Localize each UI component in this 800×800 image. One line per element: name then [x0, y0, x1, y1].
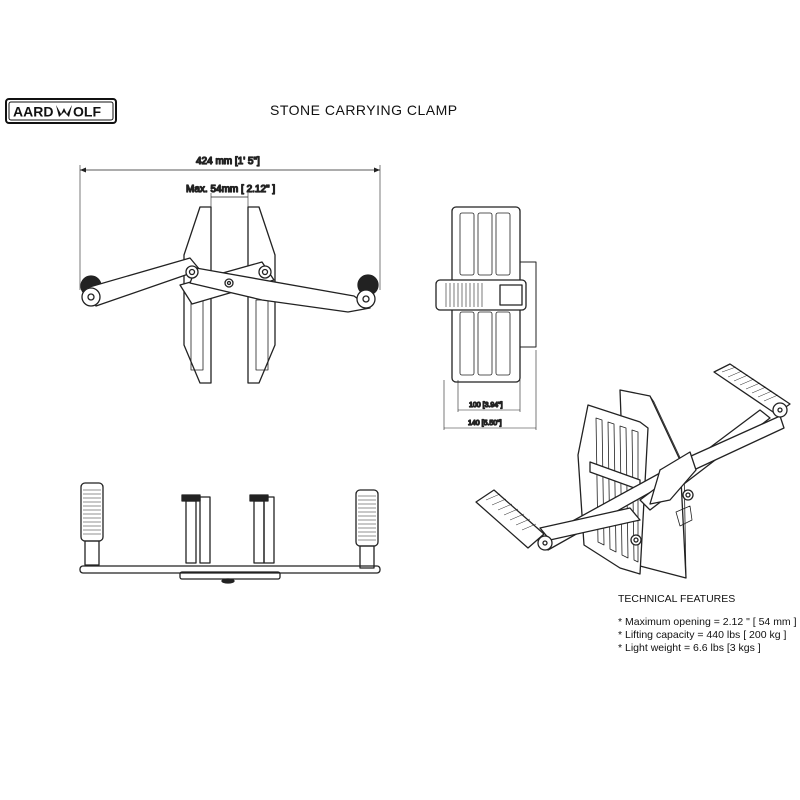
side-outer-label: 140 [5.50"] [468, 420, 502, 427]
side-view [436, 207, 536, 430]
svg-text:AARD: AARD [13, 103, 54, 120]
drawing-title: STONE CARRYING CLAMP [270, 102, 458, 118]
iso-view [476, 364, 790, 578]
feature-item: * Light weight = 6.6 lbs [3 kgs ] [618, 642, 761, 654]
feature-item: * Lifting capacity = 440 lbs [ 200 kg ] [618, 629, 787, 641]
top-view [80, 483, 380, 583]
svg-text:OLF: OLF [73, 103, 101, 120]
features-heading: TECHNICAL FEATURES [618, 593, 736, 605]
feature-item: * Maximum opening = 2.12 " [ 54 mm ] [618, 616, 797, 628]
max-opening-label: Max. 54mm [ 2.12" ] [186, 184, 276, 195]
overall-width-label: 424 mm [1' 5"] [196, 156, 260, 167]
front-view [80, 156, 380, 383]
side-inner-label: 100 [3.94"] [469, 402, 503, 409]
